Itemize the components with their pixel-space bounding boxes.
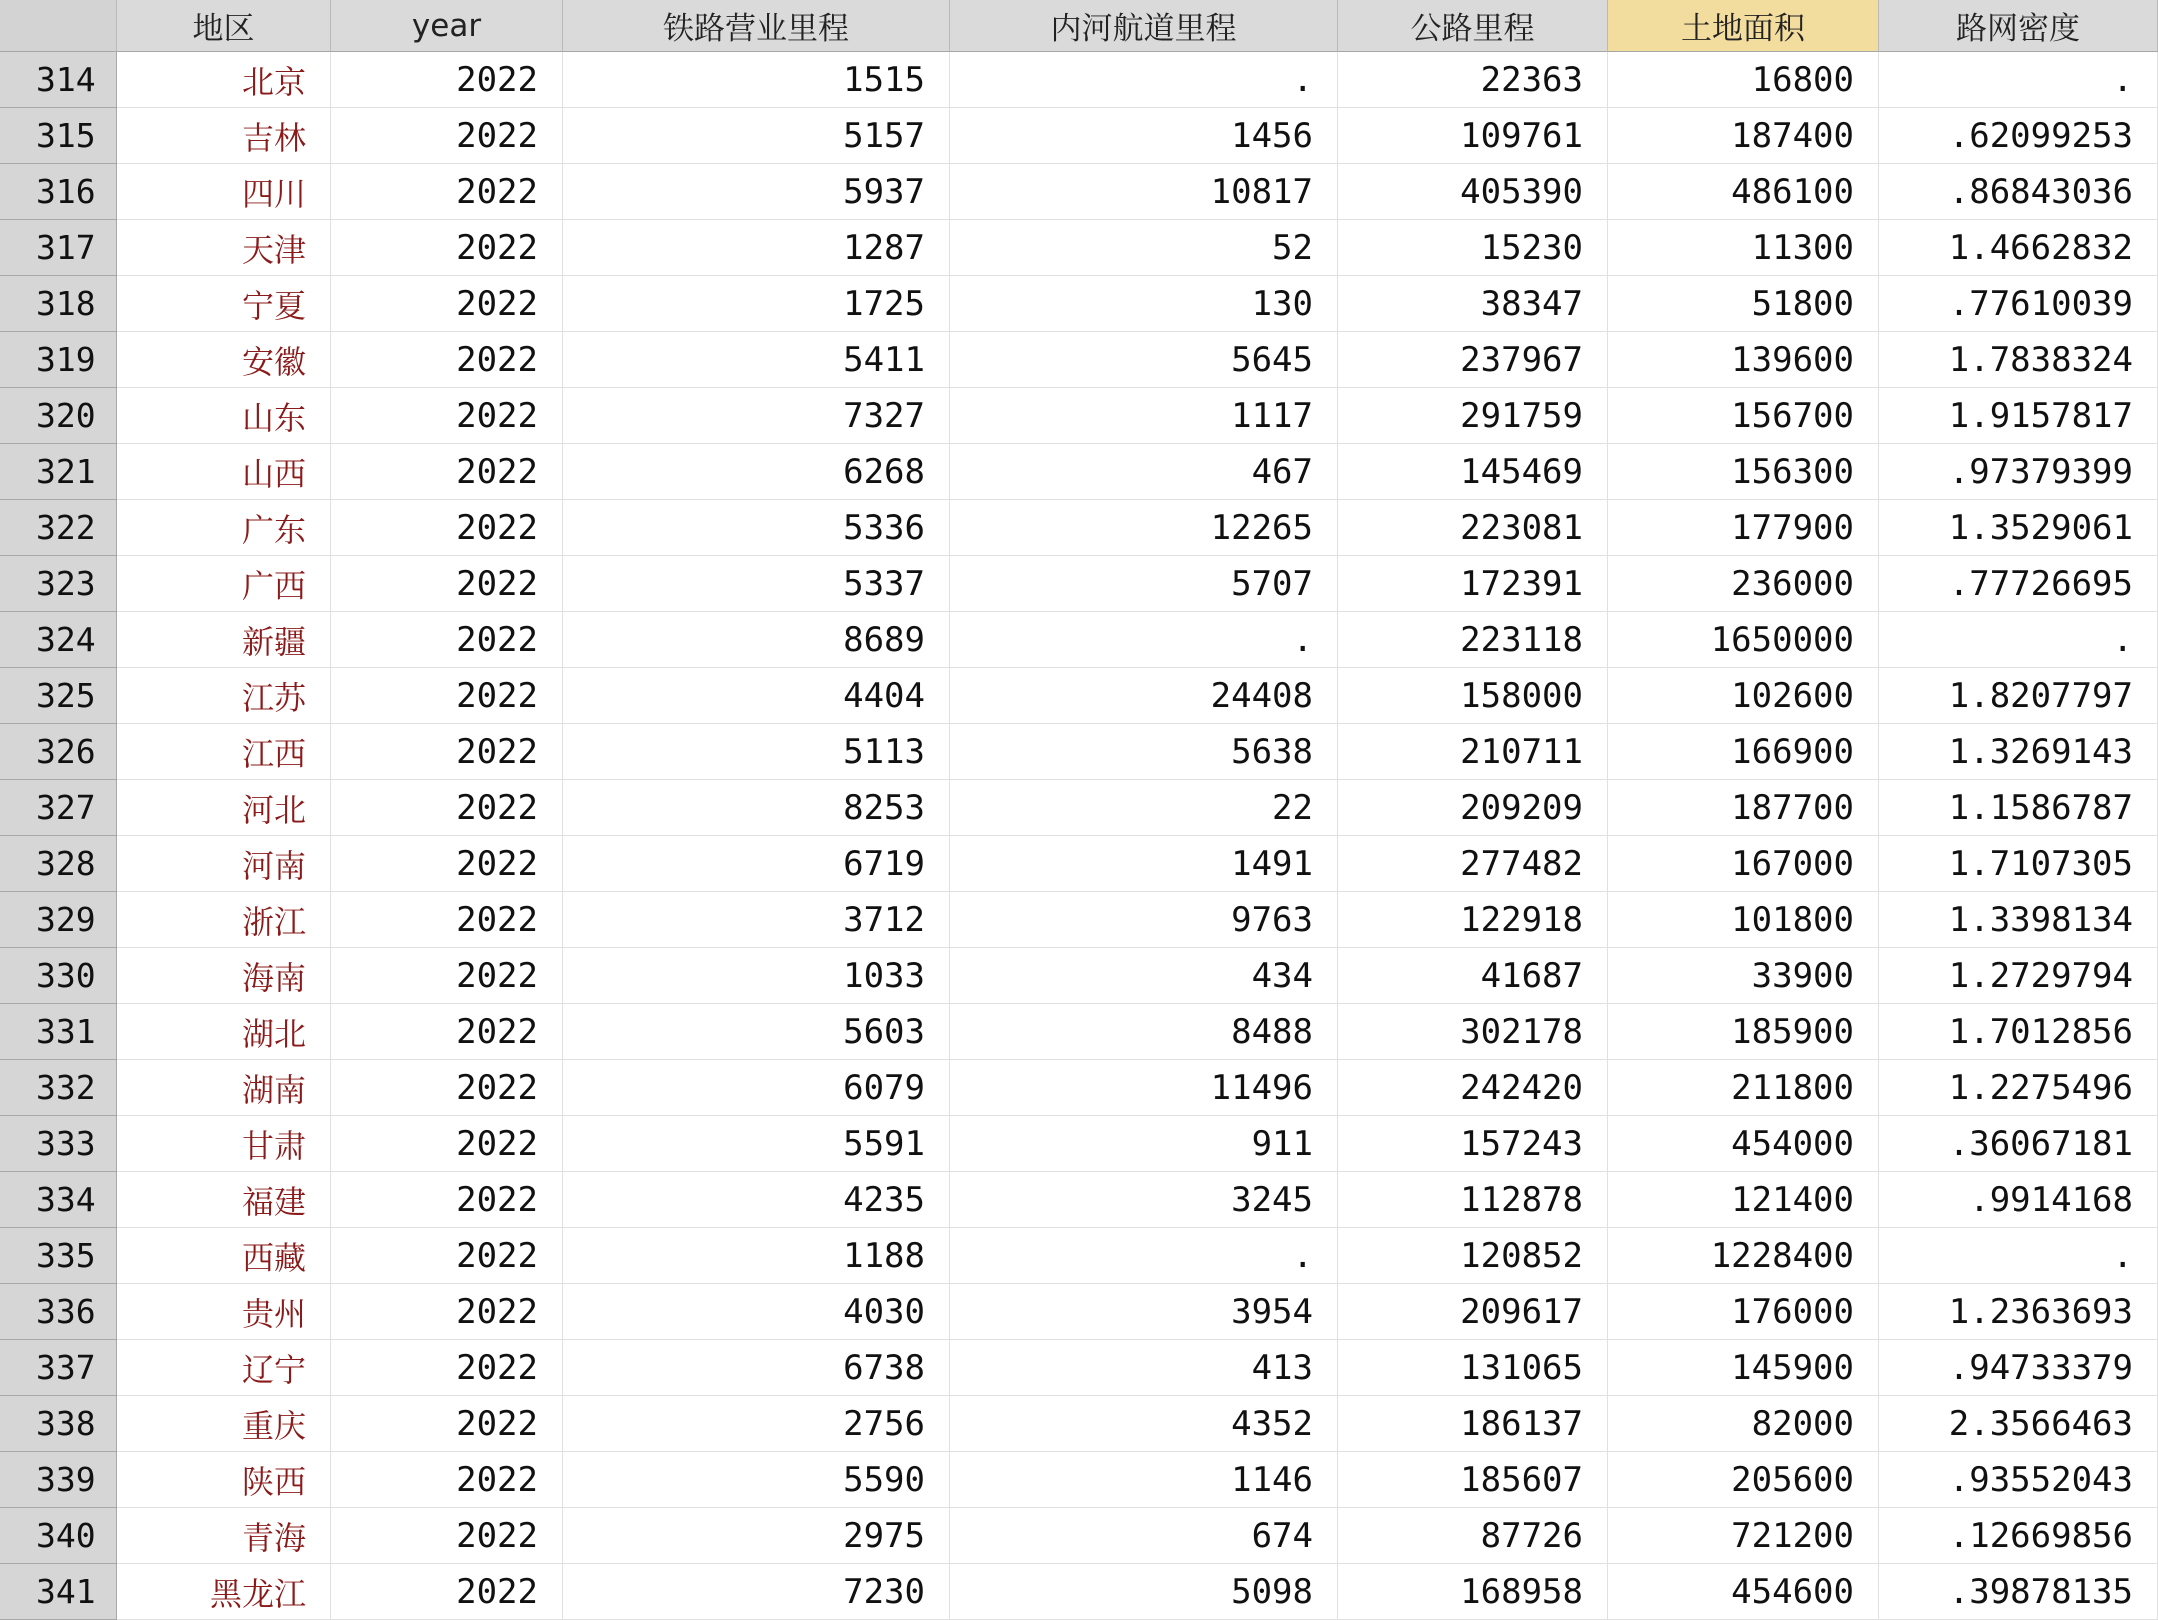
cell-railway-mileage[interactable]: 1287 <box>563 220 950 276</box>
cell-road-network-density[interactable]: 1.3529061 <box>1879 500 2158 556</box>
cell-railway-mileage[interactable]: 2756 <box>563 1396 950 1452</box>
cell-road-network-density[interactable]: .97379399 <box>1879 444 2158 500</box>
cell-road-network-density[interactable]: 2.3566463 <box>1879 1396 2158 1452</box>
row-number[interactable]: 338 <box>0 1396 117 1452</box>
cell-inland-waterway-mileage[interactable]: 5707 <box>950 556 1338 612</box>
cell-year[interactable]: 2022 <box>331 276 563 332</box>
cell-road-network-density[interactable]: .77726695 <box>1879 556 2158 612</box>
cell-inland-waterway-mileage[interactable]: 9763 <box>950 892 1338 948</box>
cell-road-network-density[interactable]: .36067181 <box>1879 1116 2158 1172</box>
cell-railway-mileage[interactable]: 7327 <box>563 388 950 444</box>
cell-land-area[interactable]: 16800 <box>1608 52 1879 108</box>
cell-year[interactable]: 2022 <box>331 1452 563 1508</box>
row-number[interactable]: 341 <box>0 1564 117 1620</box>
cell-land-area[interactable]: 102600 <box>1608 668 1879 724</box>
row-number[interactable]: 321 <box>0 444 117 500</box>
column-header-road-network-density[interactable]: 路网密度 <box>1879 0 2158 52</box>
cell-railway-mileage[interactable]: 5336 <box>563 500 950 556</box>
cell-highway-mileage[interactable]: 172391 <box>1338 556 1608 612</box>
cell-inland-waterway-mileage[interactable]: 674 <box>950 1508 1338 1564</box>
cell-region[interactable]: 广东 <box>117 500 331 556</box>
cell-road-network-density[interactable]: .93552043 <box>1879 1452 2158 1508</box>
column-header-year[interactable]: year <box>331 0 563 52</box>
cell-region[interactable]: 重庆 <box>117 1396 331 1452</box>
cell-land-area[interactable]: 33900 <box>1608 948 1879 1004</box>
cell-inland-waterway-mileage[interactable]: 52 <box>950 220 1338 276</box>
cell-road-network-density[interactable]: .9914168 <box>1879 1172 2158 1228</box>
cell-land-area[interactable]: 176000 <box>1608 1284 1879 1340</box>
cell-railway-mileage[interactable]: 1515 <box>563 52 950 108</box>
cell-region[interactable]: 山东 <box>117 388 331 444</box>
cell-region[interactable]: 安徽 <box>117 332 331 388</box>
cell-year[interactable]: 2022 <box>331 220 563 276</box>
cell-year[interactable]: 2022 <box>331 52 563 108</box>
cell-highway-mileage[interactable]: 109761 <box>1338 108 1608 164</box>
cell-year[interactable]: 2022 <box>331 948 563 1004</box>
row-number[interactable]: 325 <box>0 668 117 724</box>
cell-land-area[interactable]: 156700 <box>1608 388 1879 444</box>
cell-inland-waterway-mileage[interactable]: 22 <box>950 780 1338 836</box>
cell-year[interactable]: 2022 <box>331 892 563 948</box>
row-number[interactable]: 332 <box>0 1060 117 1116</box>
cell-highway-mileage[interactable]: 158000 <box>1338 668 1608 724</box>
cell-road-network-density[interactable]: 1.2729794 <box>1879 948 2158 1004</box>
cell-railway-mileage[interactable]: 6719 <box>563 836 950 892</box>
cell-year[interactable]: 2022 <box>331 1508 563 1564</box>
cell-land-area[interactable]: 167000 <box>1608 836 1879 892</box>
cell-inland-waterway-mileage[interactable]: 3954 <box>950 1284 1338 1340</box>
row-number[interactable]: 330 <box>0 948 117 1004</box>
cell-road-network-density[interactable]: 1.4662832 <box>1879 220 2158 276</box>
cell-road-network-density[interactable]: . <box>1879 612 2158 668</box>
cell-railway-mileage[interactable]: 4235 <box>563 1172 950 1228</box>
row-number[interactable]: 329 <box>0 892 117 948</box>
row-number[interactable]: 328 <box>0 836 117 892</box>
cell-inland-waterway-mileage[interactable]: 4352 <box>950 1396 1338 1452</box>
cell-inland-waterway-mileage[interactable]: . <box>950 612 1338 668</box>
cell-region[interactable]: 湖南 <box>117 1060 331 1116</box>
row-number[interactable]: 331 <box>0 1004 117 1060</box>
cell-region[interactable]: 吉林 <box>117 108 331 164</box>
cell-inland-waterway-mileage[interactable]: 10817 <box>950 164 1338 220</box>
cell-highway-mileage[interactable]: 210711 <box>1338 724 1608 780</box>
cell-railway-mileage[interactable]: 1725 <box>563 276 950 332</box>
cell-railway-mileage[interactable]: 5603 <box>563 1004 950 1060</box>
cell-year[interactable]: 2022 <box>331 1004 563 1060</box>
cell-land-area[interactable]: 454600 <box>1608 1564 1879 1620</box>
cell-land-area[interactable]: 166900 <box>1608 724 1879 780</box>
cell-road-network-density[interactable]: 1.2275496 <box>1879 1060 2158 1116</box>
cell-year[interactable]: 2022 <box>331 1060 563 1116</box>
cell-land-area[interactable]: 145900 <box>1608 1340 1879 1396</box>
cell-railway-mileage[interactable]: 8253 <box>563 780 950 836</box>
cell-road-network-density[interactable]: . <box>1879 52 2158 108</box>
row-number[interactable]: 314 <box>0 52 117 108</box>
column-header-railway-mileage[interactable]: 铁路营业里程 <box>563 0 950 52</box>
cell-highway-mileage[interactable]: 302178 <box>1338 1004 1608 1060</box>
column-header-inland-waterway-mileage[interactable]: 内河航道里程 <box>950 0 1338 52</box>
cell-railway-mileage[interactable]: 7230 <box>563 1564 950 1620</box>
cell-year[interactable]: 2022 <box>331 612 563 668</box>
cell-highway-mileage[interactable]: 209617 <box>1338 1284 1608 1340</box>
cell-year[interactable]: 2022 <box>331 1116 563 1172</box>
cell-inland-waterway-mileage[interactable]: . <box>950 52 1338 108</box>
cell-land-area[interactable]: 185900 <box>1608 1004 1879 1060</box>
cell-inland-waterway-mileage[interactable]: 1456 <box>950 108 1338 164</box>
row-number-header[interactable] <box>0 0 117 52</box>
cell-year[interactable]: 2022 <box>331 500 563 556</box>
cell-road-network-density[interactable]: 1.7838324 <box>1879 332 2158 388</box>
cell-highway-mileage[interactable]: 209209 <box>1338 780 1608 836</box>
cell-inland-waterway-mileage[interactable]: 1491 <box>950 836 1338 892</box>
cell-inland-waterway-mileage[interactable]: 130 <box>950 276 1338 332</box>
cell-highway-mileage[interactable]: 291759 <box>1338 388 1608 444</box>
cell-railway-mileage[interactable]: 5157 <box>563 108 950 164</box>
row-number[interactable]: 319 <box>0 332 117 388</box>
cell-railway-mileage[interactable]: 1033 <box>563 948 950 1004</box>
cell-highway-mileage[interactable]: 168958 <box>1338 1564 1608 1620</box>
row-number[interactable]: 324 <box>0 612 117 668</box>
cell-region[interactable]: 新疆 <box>117 612 331 668</box>
cell-road-network-density[interactable]: 1.2363693 <box>1879 1284 2158 1340</box>
cell-region[interactable]: 江西 <box>117 724 331 780</box>
cell-land-area[interactable]: 82000 <box>1608 1396 1879 1452</box>
cell-year[interactable]: 2022 <box>331 1564 563 1620</box>
cell-road-network-density[interactable]: .77610039 <box>1879 276 2158 332</box>
cell-inland-waterway-mileage[interactable]: 8488 <box>950 1004 1338 1060</box>
cell-land-area[interactable]: 454000 <box>1608 1116 1879 1172</box>
cell-railway-mileage[interactable]: 4404 <box>563 668 950 724</box>
cell-road-network-density[interactable]: . <box>1879 1228 2158 1284</box>
cell-road-network-density[interactable]: 1.8207797 <box>1879 668 2158 724</box>
cell-region[interactable]: 青海 <box>117 1508 331 1564</box>
row-number[interactable]: 323 <box>0 556 117 612</box>
row-number[interactable]: 336 <box>0 1284 117 1340</box>
row-number[interactable]: 315 <box>0 108 117 164</box>
cell-land-area[interactable]: 721200 <box>1608 1508 1879 1564</box>
cell-railway-mileage[interactable]: 1188 <box>563 1228 950 1284</box>
cell-road-network-density[interactable]: 1.9157817 <box>1879 388 2158 444</box>
cell-region[interactable]: 广西 <box>117 556 331 612</box>
cell-region[interactable]: 福建 <box>117 1172 331 1228</box>
cell-inland-waterway-mileage[interactable]: 5098 <box>950 1564 1338 1620</box>
row-number[interactable]: 335 <box>0 1228 117 1284</box>
cell-land-area[interactable]: 156300 <box>1608 444 1879 500</box>
cell-railway-mileage[interactable]: 6079 <box>563 1060 950 1116</box>
cell-road-network-density[interactable]: 1.7012856 <box>1879 1004 2158 1060</box>
cell-land-area[interactable]: 205600 <box>1608 1452 1879 1508</box>
cell-land-area[interactable]: 486100 <box>1608 164 1879 220</box>
cell-land-area[interactable]: 101800 <box>1608 892 1879 948</box>
cell-highway-mileage[interactable]: 223118 <box>1338 612 1608 668</box>
cell-year[interactable]: 2022 <box>331 836 563 892</box>
cell-inland-waterway-mileage[interactable]: . <box>950 1228 1338 1284</box>
cell-region[interactable]: 宁夏 <box>117 276 331 332</box>
cell-road-network-density[interactable]: 1.3398134 <box>1879 892 2158 948</box>
cell-land-area[interactable]: 187700 <box>1608 780 1879 836</box>
cell-year[interactable]: 2022 <box>331 668 563 724</box>
cell-region[interactable]: 甘肃 <box>117 1116 331 1172</box>
cell-highway-mileage[interactable]: 131065 <box>1338 1340 1608 1396</box>
cell-region[interactable]: 湖北 <box>117 1004 331 1060</box>
cell-region[interactable]: 海南 <box>117 948 331 1004</box>
column-header-region[interactable]: 地区 <box>117 0 331 52</box>
cell-land-area[interactable]: 1650000 <box>1608 612 1879 668</box>
column-header-highway-mileage[interactable]: 公路里程 <box>1338 0 1608 52</box>
cell-year[interactable]: 2022 <box>331 780 563 836</box>
cell-highway-mileage[interactable]: 277482 <box>1338 836 1608 892</box>
cell-inland-waterway-mileage[interactable]: 24408 <box>950 668 1338 724</box>
cell-highway-mileage[interactable]: 120852 <box>1338 1228 1608 1284</box>
cell-road-network-density[interactable]: .39878135 <box>1879 1564 2158 1620</box>
cell-region[interactable]: 陕西 <box>117 1452 331 1508</box>
cell-road-network-density[interactable]: .86843036 <box>1879 164 2158 220</box>
cell-railway-mileage[interactable]: 3712 <box>563 892 950 948</box>
cell-land-area[interactable]: 187400 <box>1608 108 1879 164</box>
cell-railway-mileage[interactable]: 2975 <box>563 1508 950 1564</box>
cell-region[interactable]: 辽宁 <box>117 1340 331 1396</box>
cell-region[interactable]: 北京 <box>117 52 331 108</box>
row-number[interactable]: 326 <box>0 724 117 780</box>
cell-highway-mileage[interactable]: 405390 <box>1338 164 1608 220</box>
cell-railway-mileage[interactable]: 5337 <box>563 556 950 612</box>
cell-inland-waterway-mileage[interactable]: 12265 <box>950 500 1338 556</box>
cell-highway-mileage[interactable]: 237967 <box>1338 332 1608 388</box>
cell-road-network-density[interactable]: 1.3269143 <box>1879 724 2158 780</box>
cell-highway-mileage[interactable]: 41687 <box>1338 948 1608 1004</box>
row-number[interactable]: 340 <box>0 1508 117 1564</box>
cell-railway-mileage[interactable]: 5113 <box>563 724 950 780</box>
cell-region[interactable]: 山西 <box>117 444 331 500</box>
cell-land-area[interactable]: 51800 <box>1608 276 1879 332</box>
column-header-land-area[interactable]: 土地面积 <box>1608 0 1879 52</box>
cell-highway-mileage[interactable]: 112878 <box>1338 1172 1608 1228</box>
row-number[interactable]: 318 <box>0 276 117 332</box>
cell-highway-mileage[interactable]: 38347 <box>1338 276 1608 332</box>
row-number[interactable]: 316 <box>0 164 117 220</box>
cell-year[interactable]: 2022 <box>331 164 563 220</box>
cell-railway-mileage[interactable]: 5411 <box>563 332 950 388</box>
cell-highway-mileage[interactable]: 185607 <box>1338 1452 1608 1508</box>
cell-year[interactable]: 2022 <box>331 1172 563 1228</box>
cell-road-network-density[interactable]: 1.1586787 <box>1879 780 2158 836</box>
cell-highway-mileage[interactable]: 87726 <box>1338 1508 1608 1564</box>
row-number[interactable]: 334 <box>0 1172 117 1228</box>
cell-region[interactable]: 江苏 <box>117 668 331 724</box>
cell-land-area[interactable]: 177900 <box>1608 500 1879 556</box>
cell-railway-mileage[interactable]: 6738 <box>563 1340 950 1396</box>
cell-land-area[interactable]: 139600 <box>1608 332 1879 388</box>
row-number[interactable]: 327 <box>0 780 117 836</box>
cell-inland-waterway-mileage[interactable]: 3245 <box>950 1172 1338 1228</box>
cell-road-network-density[interactable]: .94733379 <box>1879 1340 2158 1396</box>
cell-year[interactable]: 2022 <box>331 1340 563 1396</box>
cell-railway-mileage[interactable]: 6268 <box>563 444 950 500</box>
cell-highway-mileage[interactable]: 186137 <box>1338 1396 1608 1452</box>
cell-year[interactable]: 2022 <box>331 108 563 164</box>
cell-road-network-density[interactable]: .62099253 <box>1879 108 2158 164</box>
cell-region[interactable]: 河南 <box>117 836 331 892</box>
cell-railway-mileage[interactable]: 5937 <box>563 164 950 220</box>
row-number[interactable]: 317 <box>0 220 117 276</box>
cell-highway-mileage[interactable]: 122918 <box>1338 892 1608 948</box>
cell-inland-waterway-mileage[interactable]: 413 <box>950 1340 1338 1396</box>
cell-highway-mileage[interactable]: 15230 <box>1338 220 1608 276</box>
row-number[interactable]: 333 <box>0 1116 117 1172</box>
cell-year[interactable]: 2022 <box>331 332 563 388</box>
cell-region[interactable]: 西藏 <box>117 1228 331 1284</box>
row-number[interactable]: 320 <box>0 388 117 444</box>
cell-highway-mileage[interactable]: 145469 <box>1338 444 1608 500</box>
cell-region[interactable]: 黑龙江 <box>117 1564 331 1620</box>
cell-land-area[interactable]: 1228400 <box>1608 1228 1879 1284</box>
cell-road-network-density[interactable]: 1.7107305 <box>1879 836 2158 892</box>
cell-land-area[interactable]: 211800 <box>1608 1060 1879 1116</box>
cell-land-area[interactable]: 11300 <box>1608 220 1879 276</box>
cell-year[interactable]: 2022 <box>331 444 563 500</box>
cell-railway-mileage[interactable]: 8689 <box>563 612 950 668</box>
cell-highway-mileage[interactable]: 242420 <box>1338 1060 1608 1116</box>
cell-highway-mileage[interactable]: 157243 <box>1338 1116 1608 1172</box>
cell-highway-mileage[interactable]: 223081 <box>1338 500 1608 556</box>
cell-land-area[interactable]: 236000 <box>1608 556 1879 612</box>
cell-year[interactable]: 2022 <box>331 1284 563 1340</box>
row-number[interactable]: 322 <box>0 500 117 556</box>
cell-inland-waterway-mileage[interactable]: 5638 <box>950 724 1338 780</box>
cell-year[interactable]: 2022 <box>331 388 563 444</box>
cell-year[interactable]: 2022 <box>331 1396 563 1452</box>
cell-railway-mileage[interactable]: 5591 <box>563 1116 950 1172</box>
cell-year[interactable]: 2022 <box>331 724 563 780</box>
cell-inland-waterway-mileage[interactable]: 467 <box>950 444 1338 500</box>
cell-region[interactable]: 河北 <box>117 780 331 836</box>
cell-road-network-density[interactable]: .12669856 <box>1879 1508 2158 1564</box>
cell-inland-waterway-mileage[interactable]: 911 <box>950 1116 1338 1172</box>
cell-region[interactable]: 四川 <box>117 164 331 220</box>
cell-highway-mileage[interactable]: 22363 <box>1338 52 1608 108</box>
cell-region[interactable]: 浙江 <box>117 892 331 948</box>
cell-land-area[interactable]: 121400 <box>1608 1172 1879 1228</box>
cell-year[interactable]: 2022 <box>331 1228 563 1284</box>
cell-inland-waterway-mileage[interactable]: 11496 <box>950 1060 1338 1116</box>
cell-region[interactable]: 贵州 <box>117 1284 331 1340</box>
cell-inland-waterway-mileage[interactable]: 1117 <box>950 388 1338 444</box>
cell-region[interactable]: 天津 <box>117 220 331 276</box>
cell-railway-mileage[interactable]: 4030 <box>563 1284 950 1340</box>
cell-inland-waterway-mileage[interactable]: 434 <box>950 948 1338 1004</box>
row-number[interactable]: 337 <box>0 1340 117 1396</box>
cell-year[interactable]: 2022 <box>331 556 563 612</box>
cell-inland-waterway-mileage[interactable]: 1146 <box>950 1452 1338 1508</box>
row-number[interactable]: 339 <box>0 1452 117 1508</box>
cell-railway-mileage[interactable]: 5590 <box>563 1452 950 1508</box>
cell-inland-waterway-mileage[interactable]: 5645 <box>950 332 1338 388</box>
